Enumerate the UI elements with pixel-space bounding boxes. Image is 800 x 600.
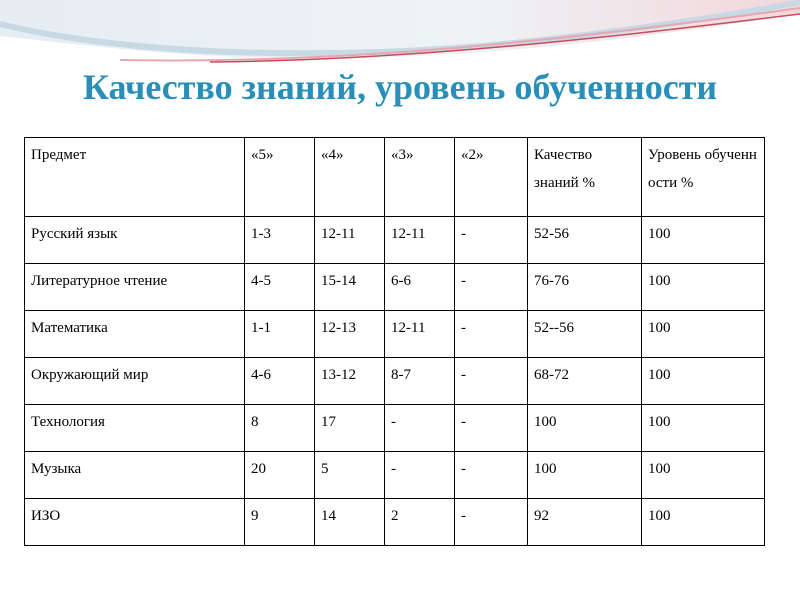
cell-knowledge-quality: 76-76 bbox=[528, 264, 642, 311]
cell-grade-2: - bbox=[455, 217, 528, 264]
cell-grade-3: 8-7 bbox=[385, 358, 455, 405]
cell-subject: ИЗО bbox=[25, 499, 245, 546]
cell-grade-4: 15-14 bbox=[315, 264, 385, 311]
cell-grade-5: 1-1 bbox=[245, 311, 315, 358]
cell-grade-5: 20 bbox=[245, 452, 315, 499]
header-grade-3: «3» bbox=[385, 138, 455, 217]
cell-learning-level: 100 bbox=[642, 358, 765, 405]
header-grade-5: «5» bbox=[245, 138, 315, 217]
cell-grade-4: 5 bbox=[315, 452, 385, 499]
cell-grade-3: 2 bbox=[385, 499, 455, 546]
cell-grade-5: 9 bbox=[245, 499, 315, 546]
cell-grade-3: 12-11 bbox=[385, 311, 455, 358]
cell-grade-2: - bbox=[455, 452, 528, 499]
cell-learning-level: 100 bbox=[642, 499, 765, 546]
table-row bbox=[25, 405, 765, 452]
cell-subject: Русский язык bbox=[25, 217, 245, 264]
cell-subject: Окружающий мир bbox=[25, 358, 245, 405]
cell-learning-level: 100 bbox=[642, 405, 765, 452]
cell-grade-3: 6-6 bbox=[385, 264, 455, 311]
cell-learning-level: 100 bbox=[642, 217, 765, 264]
cell-knowledge-quality: 52-56 bbox=[528, 217, 642, 264]
table-header-row bbox=[25, 138, 765, 217]
cell-grade-2: - bbox=[455, 358, 528, 405]
cell-subject: Математика bbox=[25, 311, 245, 358]
cell-grade-4: 13-12 bbox=[315, 358, 385, 405]
cell-grade-3: 12-11 bbox=[385, 217, 455, 264]
table-row bbox=[25, 311, 765, 358]
cell-grade-3: - bbox=[385, 405, 455, 452]
header-learning-level: Уровень обученности % bbox=[642, 138, 765, 217]
cell-grade-5: 8 bbox=[245, 405, 315, 452]
cell-learning-level: 100 bbox=[642, 311, 765, 358]
header-grade-2: «2» bbox=[455, 138, 528, 217]
cell-grade-2: - bbox=[455, 264, 528, 311]
cell-knowledge-quality: 100 bbox=[528, 452, 642, 499]
cell-grade-4: 12-13 bbox=[315, 311, 385, 358]
cell-grade-3: - bbox=[385, 452, 455, 499]
cell-grade-5: 4-6 bbox=[245, 358, 315, 405]
cell-learning-level: 100 bbox=[642, 264, 765, 311]
cell-learning-level: 100 bbox=[642, 452, 765, 499]
cell-knowledge-quality: 52--56 bbox=[528, 311, 642, 358]
decorative-wave-banner bbox=[0, 0, 800, 70]
cell-knowledge-quality: 68-72 bbox=[528, 358, 642, 405]
table-row bbox=[25, 264, 765, 311]
cell-grade-4: 14 bbox=[315, 499, 385, 546]
cell-knowledge-quality: 100 bbox=[528, 405, 642, 452]
header-grade-4: «4» bbox=[315, 138, 385, 217]
header-subject: Предмет bbox=[25, 138, 245, 217]
cell-grade-4: 12-11 bbox=[315, 217, 385, 264]
cell-grade-2: - bbox=[455, 311, 528, 358]
grades-table bbox=[24, 137, 765, 546]
table-row bbox=[25, 499, 765, 546]
cell-subject: Литературное чтение bbox=[25, 264, 245, 311]
cell-subject: Технология bbox=[25, 405, 245, 452]
cell-grade-5: 4-5 bbox=[245, 264, 315, 311]
cell-subject: Музыка bbox=[25, 452, 245, 499]
cell-grade-2: - bbox=[455, 499, 528, 546]
cell-knowledge-quality: 92 bbox=[528, 499, 642, 546]
table-row bbox=[25, 358, 765, 405]
table-row bbox=[25, 217, 765, 264]
cell-grade-5: 1-3 bbox=[245, 217, 315, 264]
cell-grade-4: 17 bbox=[315, 405, 385, 452]
page-title: Качество знаний, уровень обученности bbox=[82, 67, 718, 107]
cell-grade-2: - bbox=[455, 405, 528, 452]
header-knowledge-quality: Качество знаний % bbox=[528, 138, 642, 217]
table-row bbox=[25, 452, 765, 499]
